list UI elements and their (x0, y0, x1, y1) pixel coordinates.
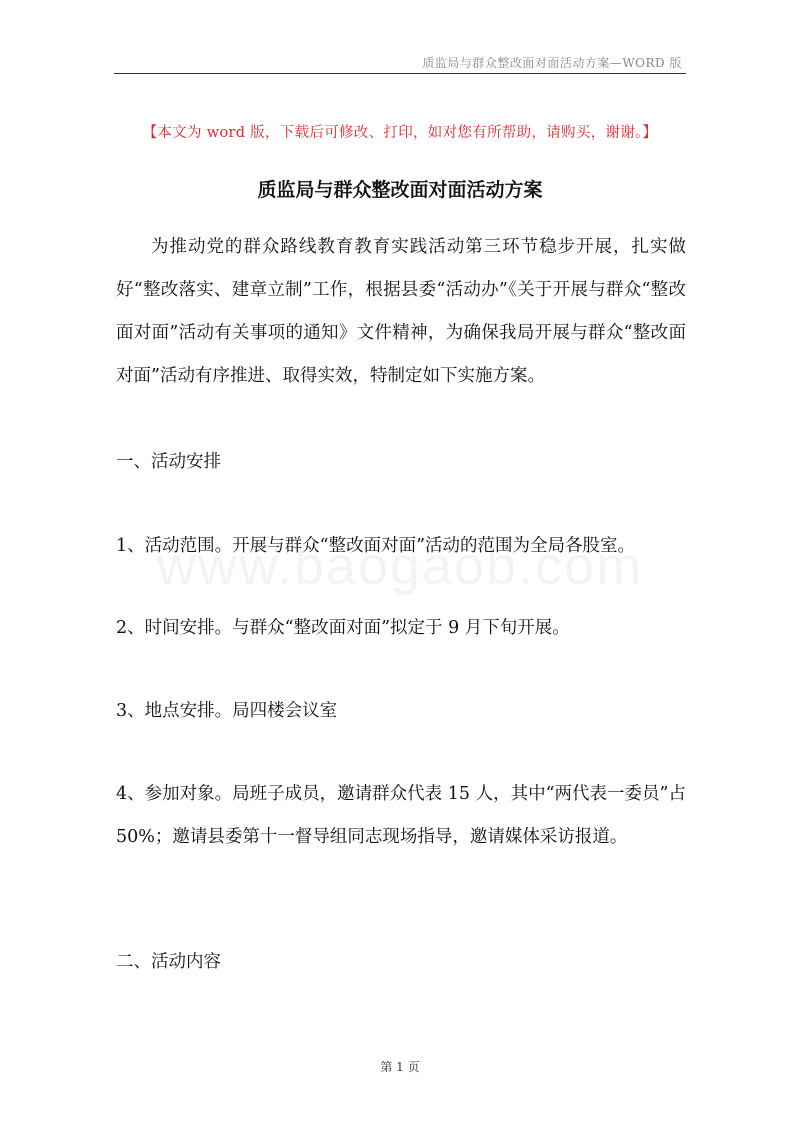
page-number: 第 1 页 (380, 1060, 420, 1074)
header-divider (114, 73, 686, 74)
item-scope: 1、活动范围。开展与群众“整改面对面”活动的范围为全局各股室。 (116, 536, 636, 556)
intro-paragraph: 为推动党的群众路线教育教育实践活动第三环节稳步开展，扎实做好“整改落实、建章立制”工作，根据县委“活动办”《关于开展与群众“整改面对面”活动有关事项的通知》文件精神，为确保我局开展与群众“整改面对面”活动有序推进、取得实效，特制定如下实施方案。 (116, 237, 686, 386)
header-doc-title: 质监局与群众整改面对面活动方案—WORD 版 (422, 56, 682, 70)
section-heading-arrangement: 一、活动安排 (116, 452, 221, 472)
item-location: 3、地点安排。局四楼会议室 (116, 701, 338, 721)
watermark (0, 535, 800, 597)
section-heading-content: 二、活动内容 (116, 952, 221, 972)
item-participants: 4、参加对象。局班子成员，邀请群众代表 15 人，其中“两代表一委员”占 50%；邀请县委第十一督导组同志现场指导，邀请媒体采访报道。 (116, 784, 686, 847)
purchase-notice: 【本文为 word 版，下载后可修改、打印，如对您有所帮助，请购买，谢谢。】 (142, 125, 658, 141)
item-time: 2、时间安排。与群众“整改面对面”拟定于 9 月下旬开展。 (116, 618, 570, 638)
document-title: 质监局与群众整改面对面活动方案 (257, 179, 543, 201)
